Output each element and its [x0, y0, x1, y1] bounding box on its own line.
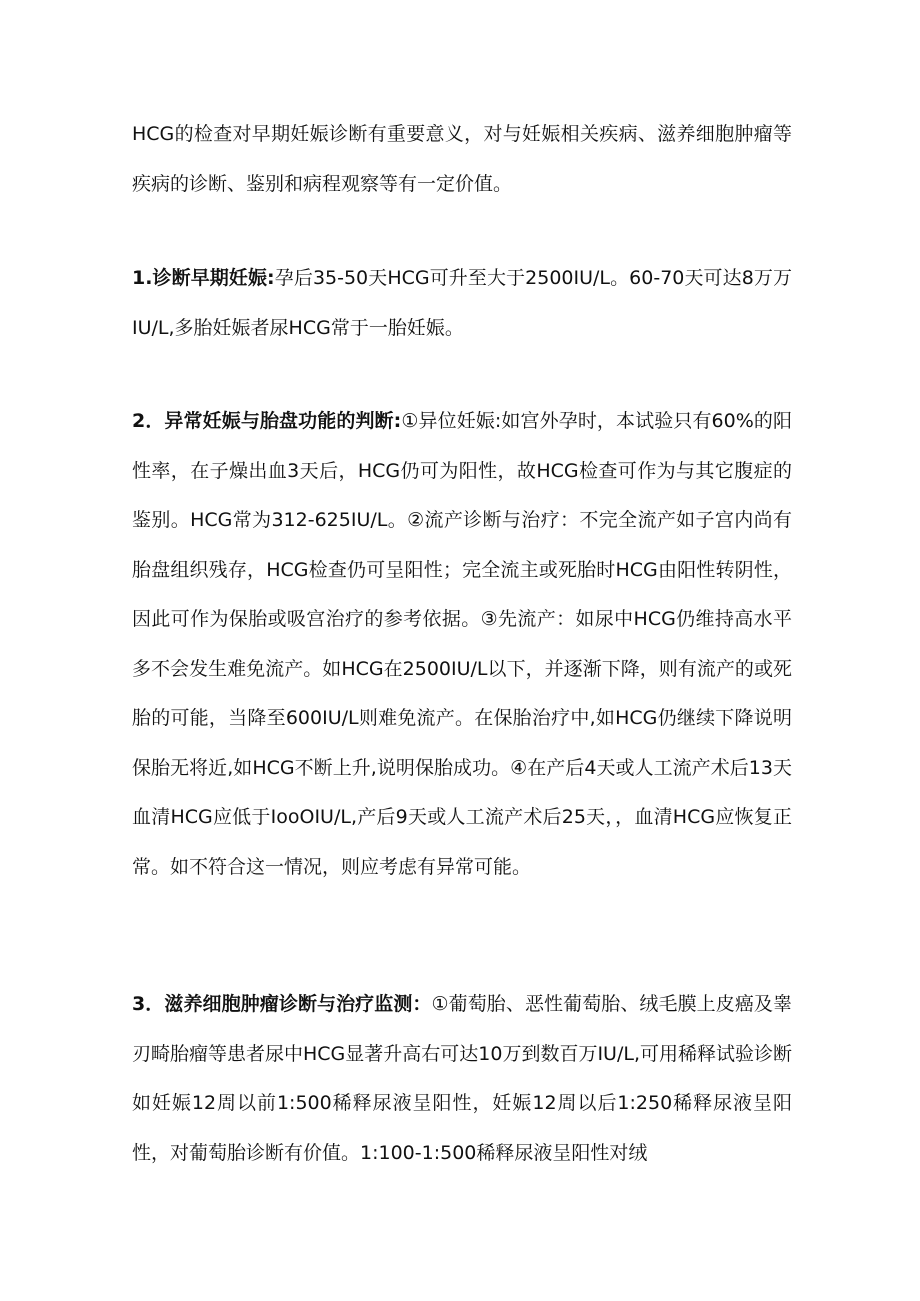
section-3-heading: 3．滋养细胞肿瘤诊断与治疗监测：	[132, 993, 432, 1015]
section-1-text: 孕后35-50天HCG可升至大于2500IU/L。60-70天可达8万万IU/L,多胎妊娠者尿HCG常于一胎妊娠。	[132, 267, 792, 339]
intro-paragraph	[132, 110, 792, 209]
section-2-text: ①异位妊娠:如宫外孕时，本试验只有60%的阳性率，在子燥出血3天后，HCG仍可为阳性，故HCG检查可作为与其它腹症的鉴别。HCG常为312-625IU/L。②流产诊断与治疗：不完全流产如子宫内尚有胎盘组织残存，HCG检查仍可呈阳性；完全流主或死胎时HCG由阳性转阴性，因此可作为保胎或吸宫治疗的参考依据。③先流产：如尿中HCG仍维持高水平多不会发生难免流产。如HCG在2500IU/L以下，并逐渐下降，则有流产的或死胎的可能，当降至600IU/L则难免流产。在保胎治疗中,如HCG仍继续下降说明保胎无将近,如HCG不断上升,说明保胎成功。④在产后4天或人工流产术后13天血清HCG应低于IooOIU/L,产后9天或人工流产术后25天，，血清HCG应恢复正常。如不符合这一情况，则应考虑有异常可能。	[132, 410, 792, 878]
section-2-paragraph	[132, 397, 792, 892]
section-1-paragraph	[132, 254, 792, 353]
intro-text: HCG的检查对早期妊娠诊断有重要意义，对与妊娠相关疾病、滋养细胞肿瘤等疾病的诊断、鉴别和病程观察等有一定价值。	[132, 123, 792, 195]
section-3-text: ①葡萄胎、恶性葡萄胎、绒毛膜上皮癌及睾刃畸胎瘤等患者尿中HCG显著升高右可达10万到数百万IU/L,可用稀释试验诊断如妊娠12周以前1:500稀释尿液呈阳性，妊娠12周以后1:250稀释尿液呈阳性，对葡萄胎诊断有价值。1:100-1:500稀释尿液呈阳性对绒	[132, 993, 792, 1164]
section-2-heading: 2．异常妊娠与胎盘功能的判断:	[132, 410, 402, 432]
section-3-paragraph	[132, 980, 792, 1178]
section-1-heading: 1.诊断早期妊娠:	[132, 267, 275, 289]
